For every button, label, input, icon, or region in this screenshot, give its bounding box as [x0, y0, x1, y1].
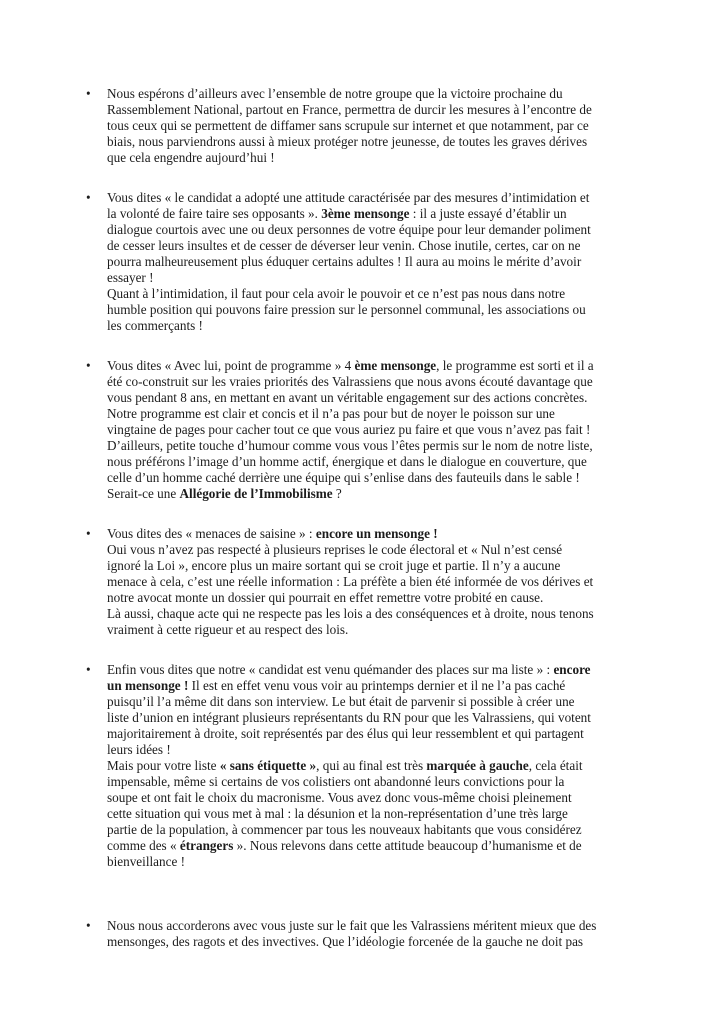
text-line: notre avocat monte un dossier qui pourrait en effet remettre votre probité en cause.	[107, 590, 544, 605]
text-line: liste d’union en intégrant plusieurs représentants du RN pour que les Valrassiens, qui votent	[107, 710, 591, 725]
text-line: les commerçants !	[107, 318, 203, 333]
text-line: ignoré la Loi », encore plus un maire sortant qui se croit juge et partie. Il n’y a aucune	[107, 558, 561, 573]
text-line: bienveillance !	[107, 854, 185, 869]
text-line: Mais pour votre liste « sans étiquette », qui au final est très marquée à gauche, cela était	[107, 758, 583, 773]
text-line: Nous espérons d’ailleurs avec l’ensemble de notre groupe que la victoire prochaine du	[107, 86, 563, 101]
text-line: la volonté de faire taire ses opposants ». 3ème mensonge : il a juste essayé d’établir un	[107, 206, 567, 221]
text-line: de cesser leurs insultes et de cesser de déverser leur venin. Chose inutile, certes, car on ne	[107, 238, 581, 253]
text-line: été co-construit sur les vraies priorités des Valrassiens que nous avons écouté davantage que	[107, 374, 593, 389]
bullet-marker-icon: •	[86, 918, 91, 933]
bullet-marker-icon: •	[86, 526, 91, 541]
text-line: un mensonge ! Il est en effet venu vous voir au printemps dernier et il ne l’a pas caché	[107, 678, 566, 693]
text-line: Vous dites « Avec lui, point de programme » 4 ème mensonge, le programme est sorti et il a	[107, 358, 594, 373]
bullet-item	[86, 86, 686, 166]
text-line: vous pendant 8 ans, en mettant en avant un véritable engagement sur des actions concrètes.	[107, 390, 588, 405]
bullet-marker-icon: •	[86, 358, 91, 373]
bullet-marker-icon: •	[86, 86, 91, 101]
text-line: majoritairement à droite, soit représentés par des élus qui leur ressemblent et qui partagent	[107, 726, 584, 741]
bullet-item	[86, 526, 686, 638]
bullet-item	[86, 918, 686, 950]
text-line: Notre programme est clair et concis et il n’a pas pour but de noyer le poisson sur une	[107, 406, 555, 421]
bullet-paragraph	[107, 918, 686, 950]
text-line: mensonges, des ragots et des invectives. Que l’idéologie forcenée de la gauche ne doit pas	[107, 934, 584, 949]
text-line: Nous nous accorderons avec vous juste sur le fait que les Valrassiens méritent mieux que des	[107, 918, 597, 933]
text-line: Enfin vous dites que notre « candidat est venu quémander des places sur ma liste » : encore	[107, 662, 591, 677]
text-line: vraiment à cette rigueur et au respect des lois.	[107, 622, 349, 637]
text-line: que cela engendre aujourd’hui !	[107, 150, 275, 165]
bullet-paragraph	[107, 662, 686, 870]
text-line: puisqu’il l’a même dit dans son interview. Le but était de parvenir si possible à créer une	[107, 694, 575, 709]
text-line: Vous dites « le candidat a adopté une attitude caractérisée par des mesures d’intimidation et	[107, 190, 590, 205]
bullet-item	[86, 190, 686, 334]
text-line: Là aussi, chaque acte qui ne respecte pas les lois a des conséquences et à droite, nous tenons	[107, 606, 594, 621]
text-line: comme des « étrangers ». Nous relevons dans cette attitude beaucoup d’humanisme et de	[107, 838, 582, 853]
bullet-paragraph	[107, 358, 686, 502]
text-line: partie de la population, à commencer par tous les nouveaux habitants que vous considérez	[107, 822, 582, 837]
bullet-paragraph	[107, 86, 686, 166]
text-line: impensable, même si certains de vos colistiers ont abandonné leurs convictions pour la	[107, 774, 565, 789]
text-line: Oui vous n’avez pas respecté à plusieurs reprises le code électoral et « Nul n’est censé	[107, 542, 563, 557]
text-line: tous ceux qui se permettent de diffamer sans scrupule sur internet et que notamment, par ce	[107, 118, 589, 133]
text-line: dialogue courtois avec une ou deux personnes de votre équipe pour leur demander poliment	[107, 222, 591, 237]
text-line: menace à cela, c’est une réelle information : La préfète a bien été informée de vos dérives et	[107, 574, 594, 589]
bullet-paragraph	[107, 190, 686, 334]
text-line: soupe et ont fait le choix du macronisme. Vous avez donc vous-même choisi pleinement	[107, 790, 572, 805]
text-line: pourra malheureusement plus éduquer certains adultes ! Il aura au moins le mérite d’avoir	[107, 254, 582, 269]
bullet-marker-icon: •	[86, 190, 91, 205]
text-line: vingtaine de pages pour cacher tout ce que vous auriez pu faire et que vous n’avez pas fait !	[107, 422, 591, 437]
text-line: cette situation qui vous met à mal : la désunion et la non-représentation d’une très large	[107, 806, 568, 821]
bullet-list	[86, 86, 686, 950]
text-line: leurs idées !	[107, 742, 171, 757]
text-line: essayer !	[107, 270, 154, 285]
bullet-paragraph	[107, 526, 686, 638]
text-line: celle d’un homme caché derrière une équipe qui s’enlise dans des fauteuils dans le sable !	[107, 470, 580, 485]
text-line: D’ailleurs, petite touche d’humour comme vous vous l’êtes permis sur le nom de notre liste,	[107, 438, 593, 453]
text-line: humble position qui pouvons faire pression sur le personnel communal, les associations ou	[107, 302, 586, 317]
text-line: Quant à l’intimidation, il faut pour cela avoir le pouvoir et ce n’est pas nous dans notre	[107, 286, 566, 301]
bullet-item	[86, 662, 686, 870]
text-line: Rassemblement National, partout en France, permettra de durcir les mesures à l’encontre de	[107, 102, 592, 117]
text-line: Vous dites des « menaces de saisine » : encore un mensonge !	[107, 526, 438, 541]
text-line: nous préférons l’image d’un homme actif, énergique et dans le dialogue en couverture, que	[107, 454, 587, 469]
bullet-item	[86, 358, 686, 502]
text-line: Serait-ce une Allégorie de l’Immobilisme ?	[107, 486, 342, 501]
text-line: biais, nous parviendrons aussi à mieux protéger notre jeunesse, de toutes les graves dérives	[107, 134, 588, 149]
bullet-marker-icon: •	[86, 662, 91, 677]
